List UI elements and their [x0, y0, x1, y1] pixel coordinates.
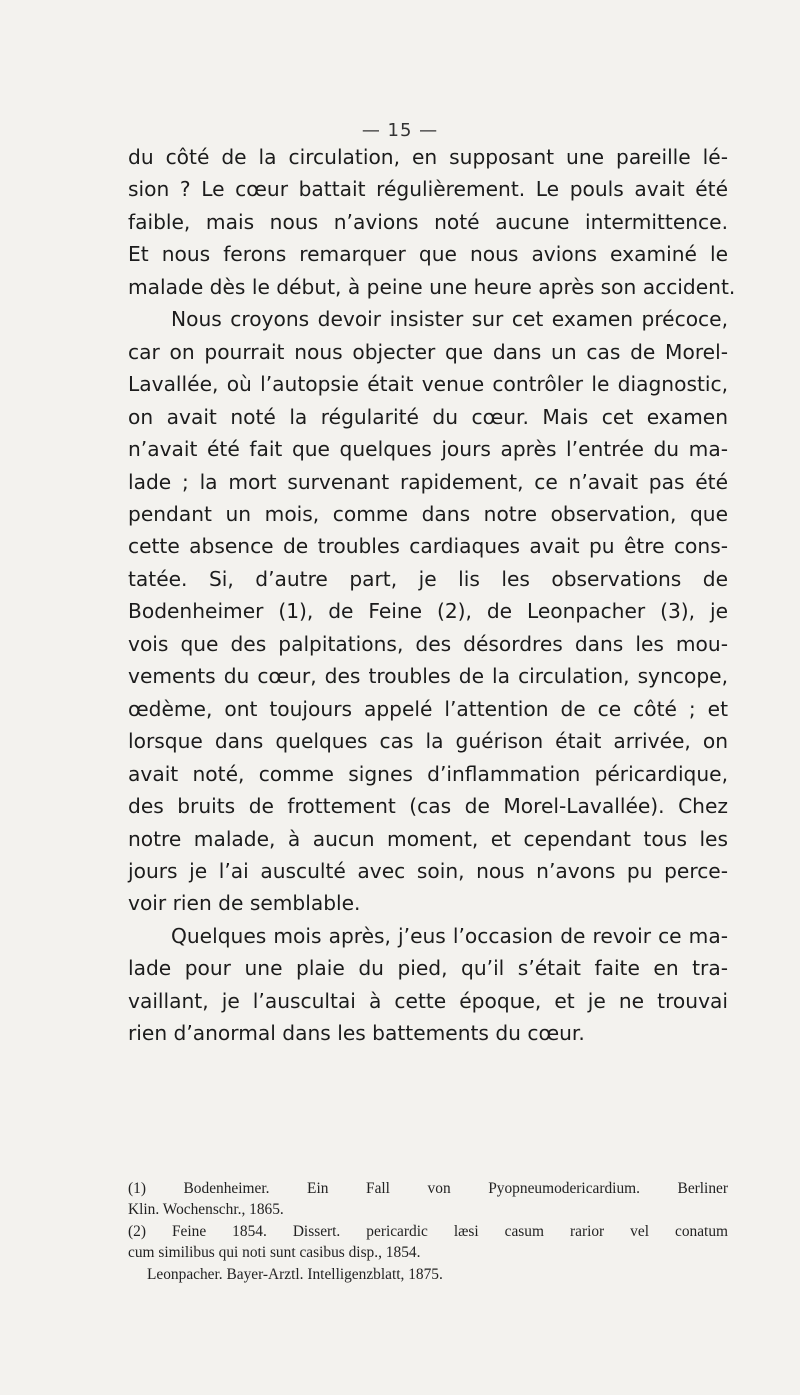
text-line: vements du cœur, des troubles de la circulation, syncope,	[128, 664, 728, 689]
footnote-line: cum similibus qui noti sunt casibus disp., 1854.	[128, 1244, 421, 1262]
text-line: vois que des palpitations, des désordres dans les mou-	[128, 631, 728, 656]
text-line: pendant un mois, comme dans notre observation, que	[128, 501, 728, 526]
text-line: des bruits de frottement (cas de Morel-Lavallée). Chez	[128, 794, 728, 819]
text-line: notre malade, à aucun moment, et cependant tous les	[128, 826, 728, 851]
text-line: n’avait été fait que quelques jours après l’entrée du ma-	[128, 437, 728, 462]
text-line: du côté de la circulation, en supposant une pareille lé-	[128, 145, 728, 169]
text-line: avait noté, comme signes d’inflammation péricardique,	[128, 761, 728, 786]
text-line: car on pourrait nous objecter que dans un cas de Morel-	[128, 339, 728, 364]
text-line: vaillant, je l’auscultai à cette époque, et je ne trouvai	[128, 988, 728, 1013]
footnote-line: Klin. Wochenschr., 1865.	[128, 1201, 284, 1219]
footnote-line: Leonpacher. Bayer-Arztl. Intelligenzblatt, 1875.	[147, 1265, 443, 1283]
text-line: Quelques mois après, j’eus l’occasion de revoir ce ma-	[171, 923, 728, 948]
text-line: on avait noté la régularité du cœur. Mais cet examen	[128, 404, 728, 429]
text-line: lade ; la mort survenant rapidement, ce n’avait pas été	[128, 469, 728, 494]
body-text	[128, 141, 736, 1050]
text-line: tatée. Si, d’autre part, je lis les observations de	[128, 566, 728, 591]
text-line: Bodenheimer (1), de Feine (2), de Leonpacher (3), je	[128, 599, 728, 624]
text-line: faible, mais nous n’avions noté aucune intermittence.	[128, 209, 728, 234]
text-line: lade pour une plaie du pied, qu’il s’était faite en tra-	[128, 956, 728, 981]
text-line: rien d’anormal dans les battements du cœur.	[128, 1021, 585, 1046]
text-line: voir rien de semblable.	[128, 891, 361, 916]
text-line: Et nous ferons remarquer que nous avions examiné le	[128, 242, 728, 267]
text-line: malade dès le début, à peine une heure après son accident.	[128, 274, 736, 299]
text-line: Nous croyons devoir insister sur cet examen précoce,	[171, 307, 728, 332]
footnotes	[128, 1178, 728, 1285]
text-line: jours je l’ai ausculté avec soin, nous n’avons pu perce-	[128, 858, 728, 883]
text-line: lorsque dans quelques cas la guérison était arrivée, on	[128, 729, 728, 754]
text-line: œdème, ont toujours appelé l’attention de ce côté ; et	[128, 696, 728, 721]
footnote-line: (1) Bodenheimer. Ein Fall von Pyopneumodericardium. Berliner	[128, 1180, 728, 1197]
text-line: cette absence de troubles cardiaques avait pu être cons-	[128, 534, 728, 559]
text-line: sion ? Le cœur battait régulièrement. Le pouls avait été	[128, 177, 728, 202]
text-line: Lavallée, où l’autopsie était venue contrôler le diagnostic,	[128, 372, 728, 397]
page-number: — 15 —	[361, 120, 439, 141]
footnote-line: (2) Feine 1854. Dissert. pericardic læsi casum rarior vel conatum	[128, 1222, 728, 1240]
